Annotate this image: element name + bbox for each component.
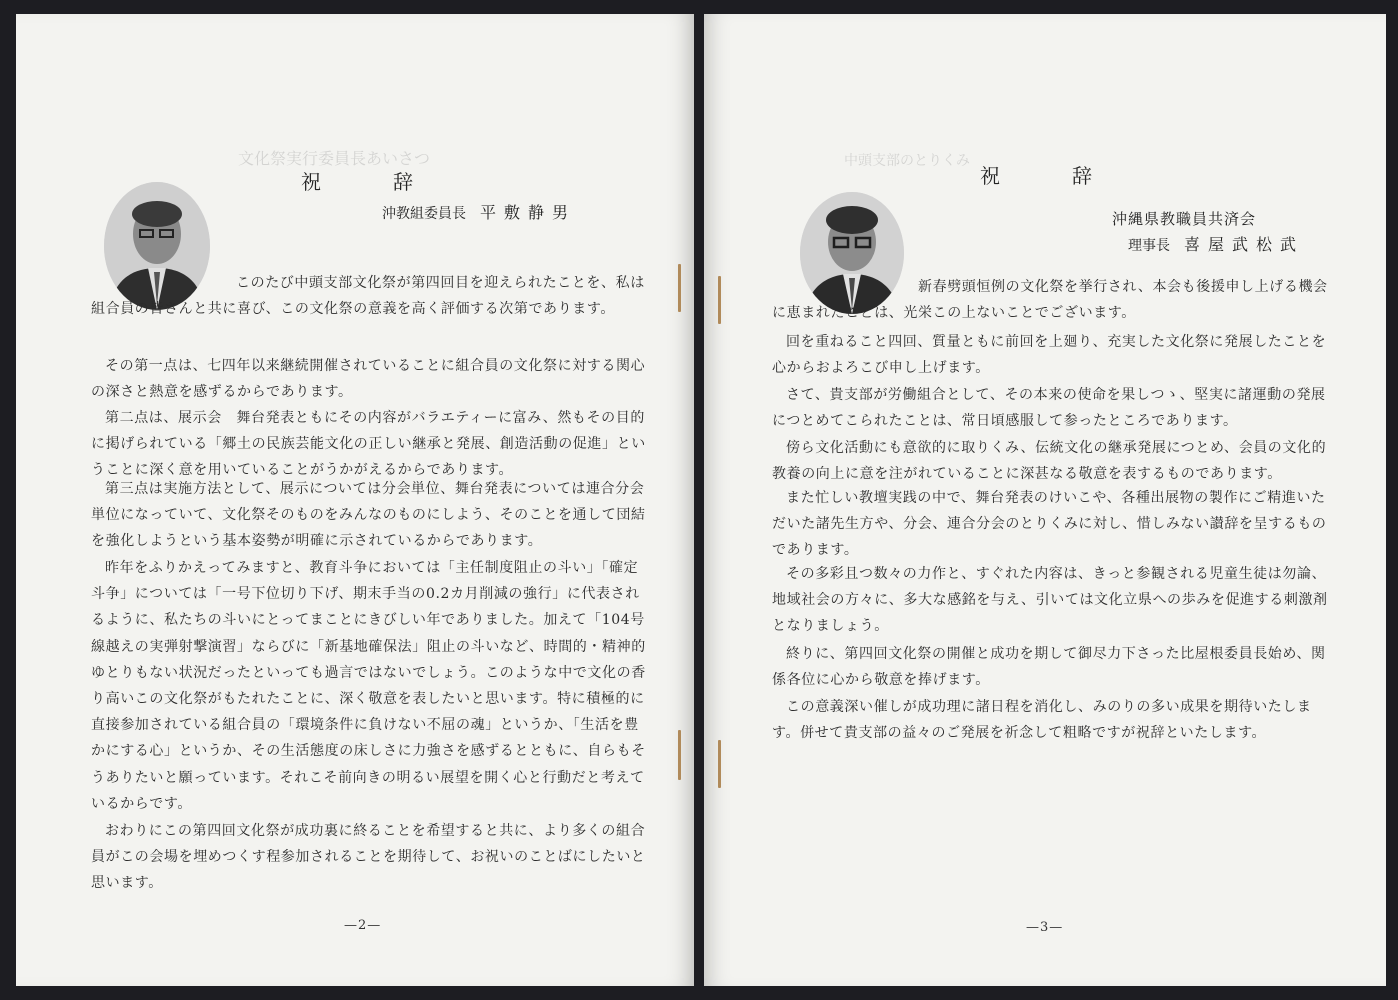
staple xyxy=(678,730,681,780)
paragraph: 新春劈頭恒例の文化祭を挙行され、本会も後援申し上げる機会に恵まれたことは、光栄この上ないことでございます。 xyxy=(772,279,1328,322)
staple xyxy=(718,740,721,788)
paragraph: 回を重ねること四回、質量ともに前回を上廻り、充実した文化祭に発展したことを心からおよろこび申し上げます。 xyxy=(772,334,1327,377)
paragraph: また忙しい教壇実践の中で、舞台発表のけいこや、各種出展物の製作にご精進いただいた諸先生方や、分会、連合分会のとりくみに対し、惜しみない讃辞を呈するものであります。 xyxy=(772,490,1327,559)
left-page xyxy=(16,14,694,986)
page-title: 祝 辞 xyxy=(301,170,439,194)
showthrough-heading: 中頭支部のとりくみ xyxy=(844,153,970,169)
author-role: 理事長 xyxy=(1128,238,1170,254)
staple xyxy=(718,276,721,324)
right-page xyxy=(704,14,1386,986)
paragraph: 終りに、第四回文化祭の開催と成功を期して御尽力下さった比屋根委員長始め、関係各位に心から敬意を捧げます。 xyxy=(772,646,1326,689)
author-name: 平敷静男 xyxy=(480,203,577,222)
paragraph: 第二点は、展示会 舞台発表ともにその内容がバラエティーに富み、然もその目的に掲げられている「郷土の民族芸能文化の正しい継承と発展、創造活動の促進」ということに深く意を用いていることがうかがえるからであります。 xyxy=(91,410,646,479)
paragraph: この意義深い催しが成功理に諸日程を消化し、みのりの多い成果を期待いたします。併せて貴支部の益々のご発展を祈念して粗略ですが祝辞といたします。 xyxy=(772,699,1312,742)
author-role: 沖教組委員長 xyxy=(382,206,466,222)
paragraph: おわりにこの第四回文化祭が成功裏に終ることを希望すると共に、より多くの組合員がこの会場を埋めつくす程参加されることを期待して、お祝いのことばにしたいと思います。 xyxy=(91,823,646,892)
paragraph: 昨年をふりかえってみますと、教育斗争においては「主任制度阻止の斗い」「確定斗争」については「一号下位切り下げ、期末手当の0.2カ月削減の強行」に代表されるように、私たちの斗いにとってまことにきびしい年でありました。加えて「104号線越えの実弾射撃演習」ならびに「新基地確保法」阻止の斗いなど、時間的・精神的ゆとりもない状況だったといっても過言ではないでしょう。このような中で文化の香り高いこの文化祭がもたれたことに、深く敬意を表したいと思います。特に積極的に直接参加されている組合員の「環境条件に負けない不屈の魂」というか、「生活を豊かにする心」というか、その生活態度の床しさに力強さを感ずるとともに、自らもそうありたいと願っています。それこそ前向きの明るい展望を開く心と行動だと考えているからです。 xyxy=(91,560,646,812)
paragraph: 第三点は実施方法として、展示については分会単位、舞台発表については連合分会単位になっていて、文化祭そのものをみんなのものにしよう、そのことを通して団結を強化しようという基本姿勢が明確に示されているからであります。 xyxy=(91,481,646,550)
author-signature xyxy=(1128,232,1304,255)
page-number: —2— xyxy=(344,918,382,933)
paragraph: 傍ら文化活動にも意欲的に取りくみ、伝統文化の継承発展につとめ、会員の文化的教養の向上に意を注がれていることに深甚なる敬意を表するものであります。 xyxy=(772,440,1327,483)
organization-name: 沖縄県教職員共済会 xyxy=(1112,210,1257,228)
paragraph: その第一点は、七四年以来継続開催されていることに組合員の文化祭に対する関心の深さと熱意を感ずるからであります。 xyxy=(91,358,646,401)
page-title: 祝 辞 xyxy=(980,164,1118,188)
author-signature xyxy=(382,200,576,223)
paragraph: その多彩且つ数々の力作と、すぐれた内容は、きっと参観される児童生徒は勿論、地域社会の方々に、多大な感銘を与え、引いては文化立県への歩みを促進する刺激剤となりましょう。 xyxy=(772,566,1328,635)
staple xyxy=(678,264,681,312)
showthrough-heading: 文化祭実行委員長あいさつ xyxy=(238,149,431,168)
paragraph: さて、貴支部が労働組合として、その本来の使命を果しつゝ、堅実に諸運動の発展につとめてこられたことは、常日頃感服して参ったところであります。 xyxy=(772,387,1326,430)
paragraph: このたび中頭支部文化祭が第四回目を迎えられたことを、私は組合員の皆さんと共に喜び、この文化祭の意義を高く評価する次第であります。 xyxy=(91,275,645,318)
author-name: 喜屋武松武 xyxy=(1184,235,1305,254)
page-number: —3— xyxy=(1026,920,1064,935)
